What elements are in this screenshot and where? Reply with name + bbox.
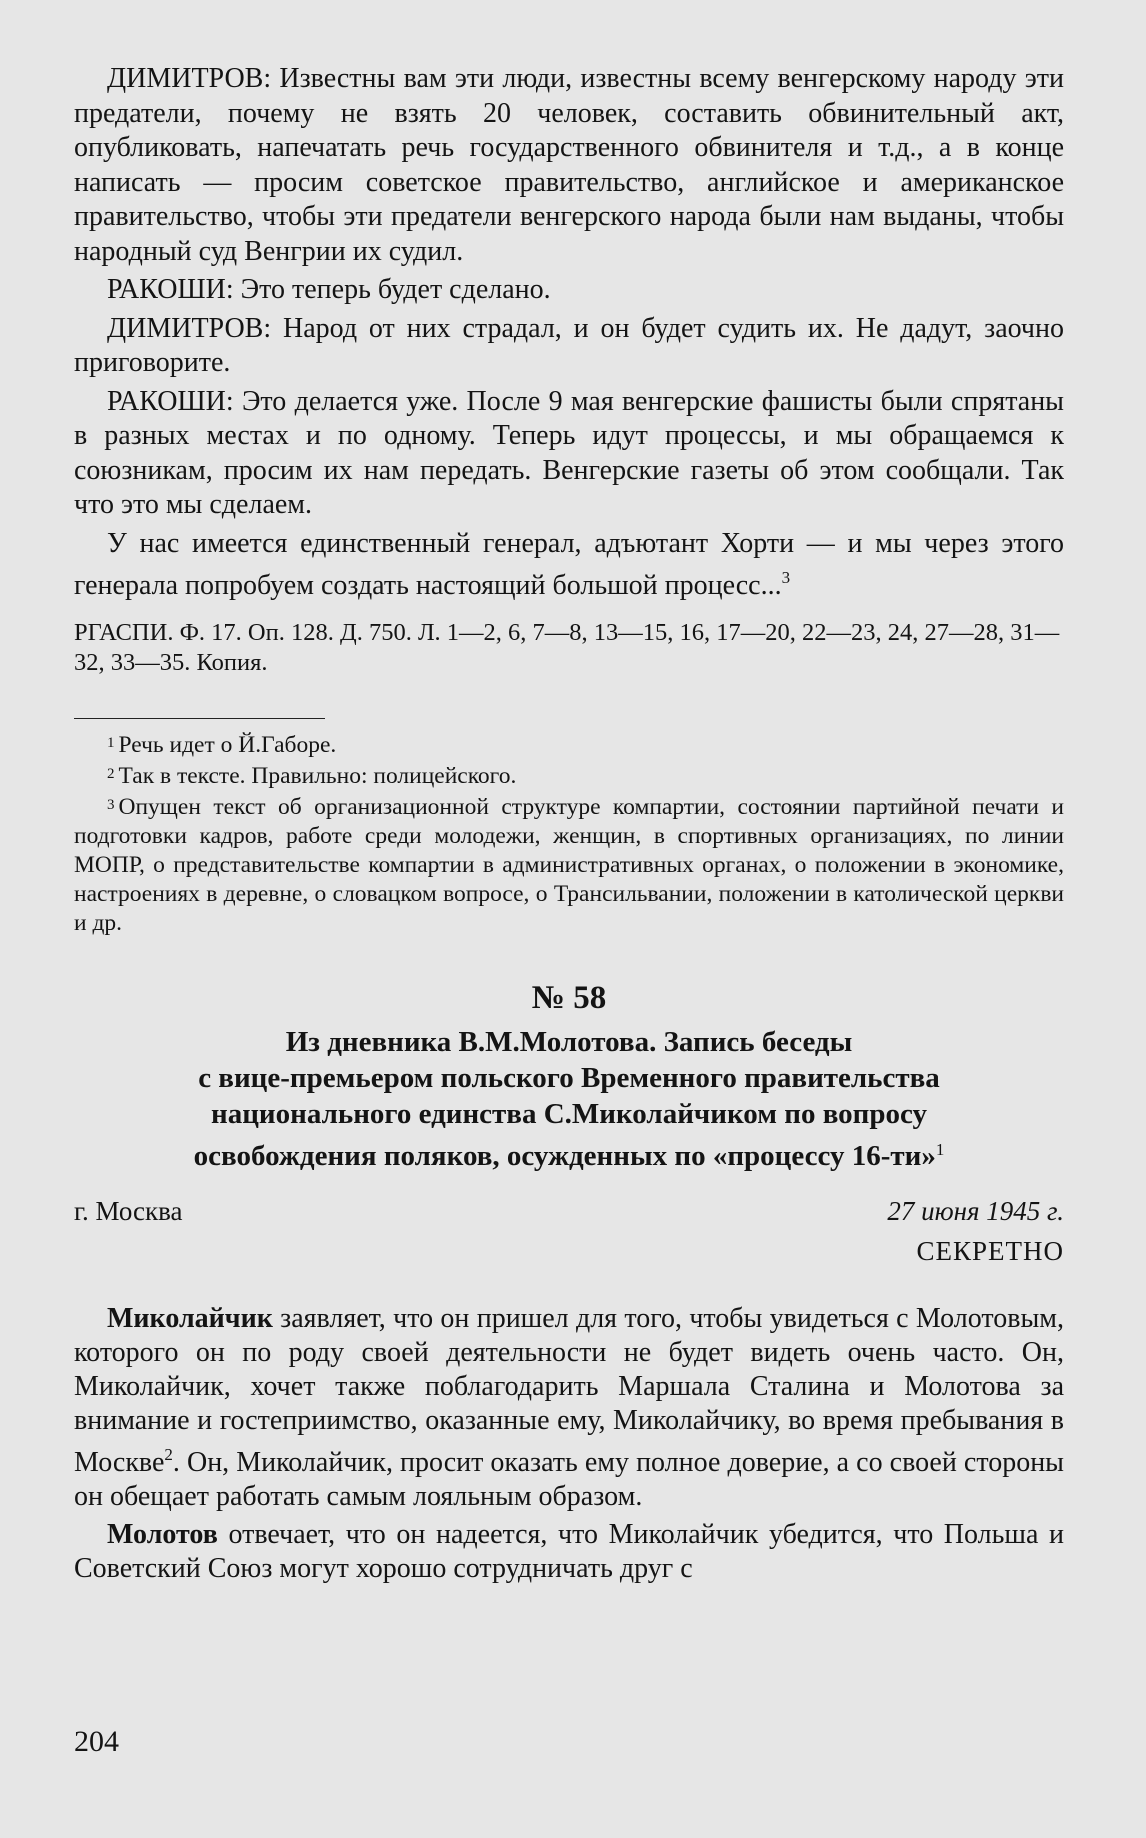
footnote-3-text: Опущен текст об организационной структуре компартии, состоянии партийной печати и подготовки кадров, работе среди молодежи, женщин, в спортивных организациях, по линии МОПР, о представительстве компартии в административных органах, о положении в экономике, настроениях в деревне, о словацком вопросе, о Трансильвании, положении в католической церкви и др. <box>74 793 1064 936</box>
paragraph-general <box>74 527 1064 604</box>
paragraph-dimitrov-2: ДИМИТРОВ: Народ от них страдал, и он будет судить их. Не дадут, заочно приговорите. <box>74 312 1064 378</box>
speaker-molotov: Молотов <box>107 1518 218 1550</box>
paragraph-mikolajczyk-tail: . Он, Миколайчик, просит оказать ему полное доверие, а со своей стороны он обещает работать самым лояльным образом. <box>74 1446 1064 1512</box>
footnote-1 <box>74 729 1064 760</box>
document-place: г. Москва <box>74 1195 183 1226</box>
document-date: 27 июня 1945 г. <box>887 1195 1064 1226</box>
footnote-1-text: Речь идет о Й.Габоре. <box>118 731 337 758</box>
footnote-ref-2: 2 <box>164 1444 173 1464</box>
paragraph-molotov-text: отвечает, что он надеется, что Миколайчик убедится, что Польша и Советский Союз могут хорошо сотрудничать друг с <box>74 1518 1064 1584</box>
document-title <box>74 1024 1064 1174</box>
footnote-ref-3: 3 <box>781 568 791 587</box>
page-text <box>74 62 1064 1586</box>
document-title-line-4-text: освобождения поляков, осужденных по «процессу 16-ти» <box>193 1139 936 1172</box>
footnote-2-text: Так в тексте. Правильно: полицейского. <box>118 762 517 789</box>
title-footnote-ref: 1 <box>935 1139 945 1159</box>
document-title-line-4 <box>74 1132 1064 1174</box>
page-number: 204 <box>74 1725 119 1758</box>
document-number: № 58 <box>531 979 607 1016</box>
footnote-2 <box>74 760 1064 791</box>
place-date-row <box>74 1194 1064 1228</box>
paragraph-rakoshi-2: РАКОШИ: Это делается уже. После 9 мая венгерские фашисты были спрятаны в разных местах и по одному. Теперь идут процессы, и мы обращаемся к союзникам, просим их нам передать. Венгерские газеты об этом сообщали. Так что это мы сделаем. <box>74 385 1064 520</box>
footnotes <box>74 729 1064 938</box>
footnote-1-number: 1 <box>107 734 115 751</box>
paragraph-molotov <box>74 1518 1064 1586</box>
classification-stamp: СЕКРЕТНО <box>916 1235 1064 1266</box>
conversation-record <box>74 1302 1064 1586</box>
footnote-2-number: 2 <box>107 765 115 782</box>
paragraph-mikolajczyk <box>74 1302 1064 1514</box>
footnote-3 <box>74 791 1064 938</box>
paragraph-mikolajczyk-text: заявляет, что он пришел для того, чтобы увидеться с Молотовым, которого он по роду своей деятельности не будет видеть очень часто. Он, Миколайчик, хочет также поблагодарить Маршала Сталина и Молотова за внимание и гостеприимство, оказанные ему, Миколайчику, во время пребывания в Москве <box>74 1302 1064 1478</box>
document-title-line-2: с вице-премьером польского Временного правительства <box>198 1061 940 1094</box>
footnote-3-number: 3 <box>107 796 115 813</box>
archive-source: РГАСПИ. Ф. 17. Оп. 128. Д. 750. Л. 1—2, 6, 7—8, 13—15, 16, 17—20, 22—23, 24, 27—28, 31—32, 33—35. Копия. <box>74 618 1060 676</box>
speaker-mikolajczyk: Миколайчик <box>107 1302 273 1334</box>
paragraph-dimitrov-1: ДИМИТРОВ: Известны вам эти люди, известны всему венгерскому народу эти предатели, почему не взять 20 человек, составить обвинительный акт, опубликовать, напечатать речь государственного обвинителя и т.д., а в конце написать — просим советское правительство, английское и американское правительство, чтобы эти предатели венгерского народа были нам выданы, чтобы народный суд Венгрии их судил. <box>74 63 1064 267</box>
document-title-line-1: Из дневника В.М.Молотова. Запись беседы <box>285 1025 853 1058</box>
paragraph-rakoshi-1: РАКОШИ: Это теперь будет сделано. <box>107 274 551 305</box>
footnote-divider <box>74 718 325 719</box>
paragraph-general-text: У нас имеется единственный генерал, адъютант Хорти — и мы через этого генерала попробуем создать настоящий большой процесс... <box>74 527 1064 601</box>
document-title-line-3: национального единства С.Миколайчиком по вопросу <box>211 1097 927 1130</box>
